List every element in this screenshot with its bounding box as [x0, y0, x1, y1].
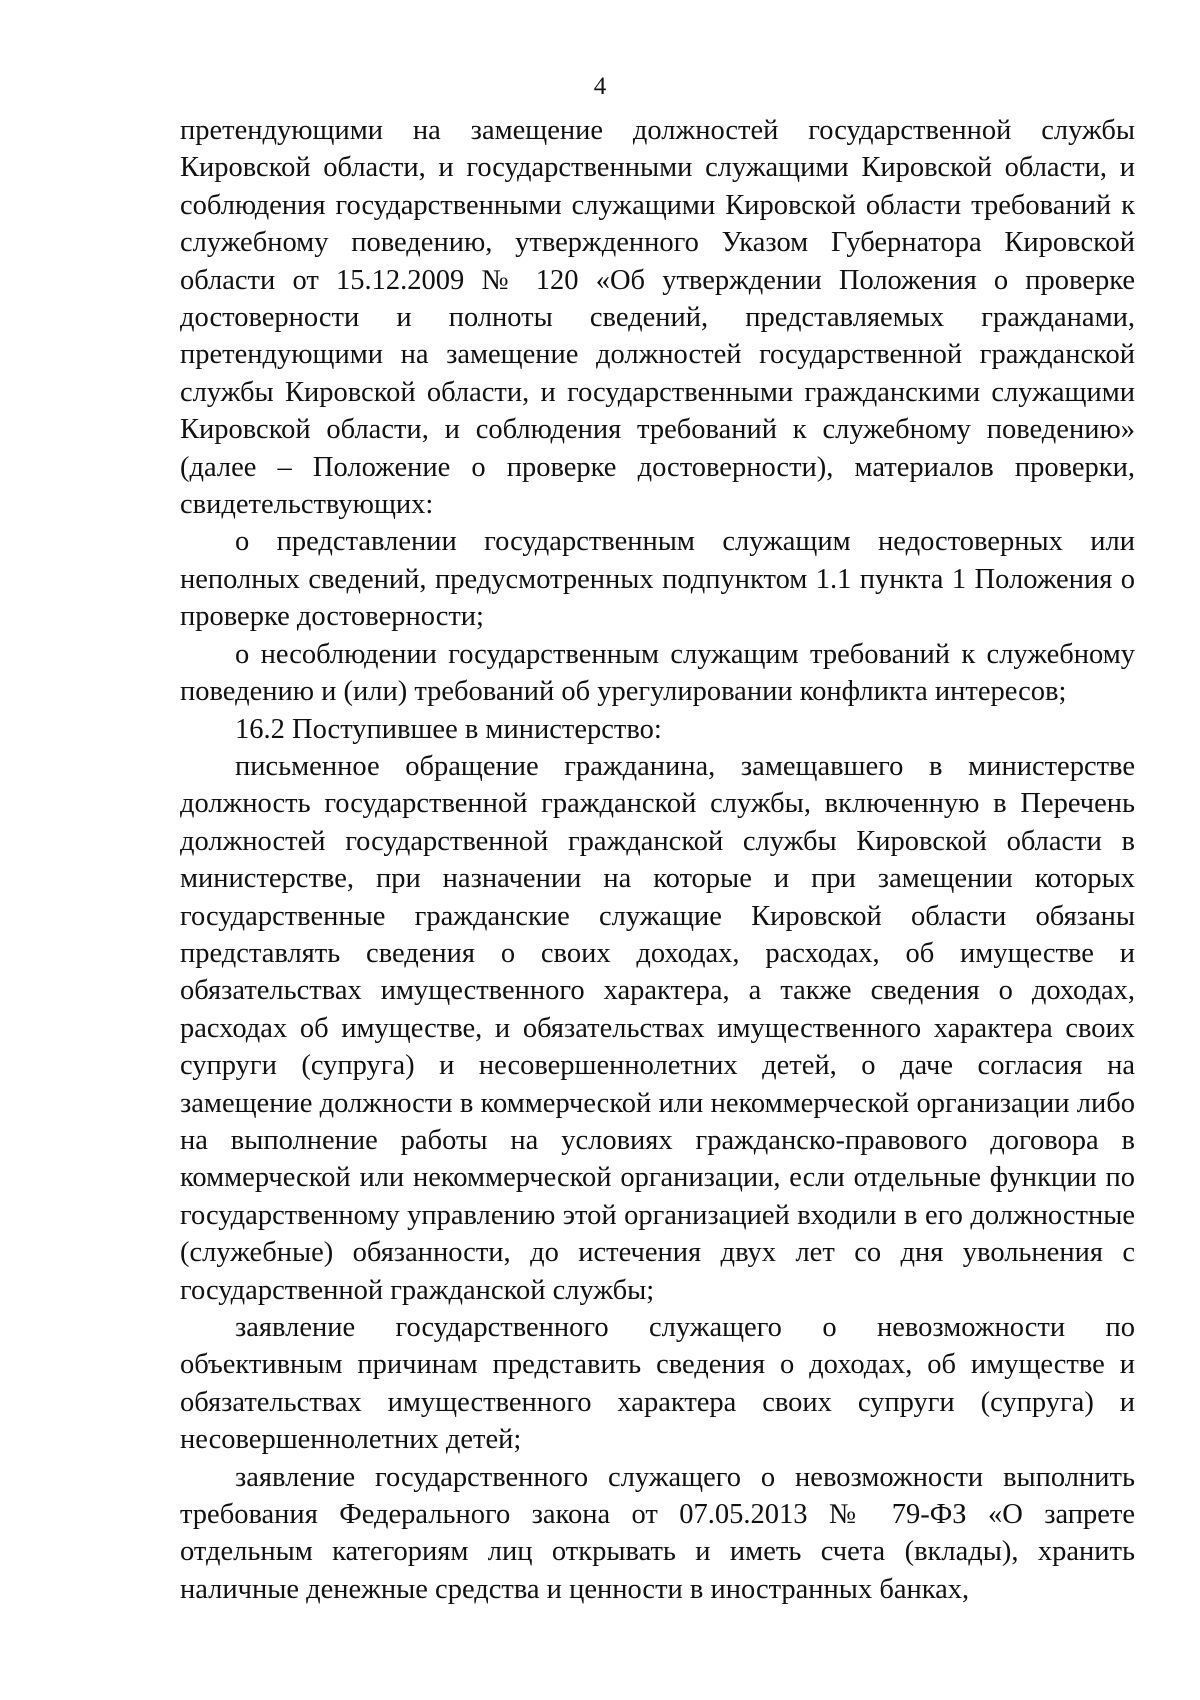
paragraph-non-compliance: о несоблюдении государственным служащим требований к служебному поведению и (или) требований об урегулировании конфликта интересов; [180, 638, 1135, 708]
paragraph-false-info: о представлении государственным служащим недостоверных или неполных сведений, предусмотренных подпунктом 1.1 пункта 1 Положения о проверке достоверности; [180, 526, 1135, 633]
paragraph-statement-spouse-info: заявление государственного служащего о невозможности по объективным причинам представить сведения о доходах, об имуществе и обязательствах имущественного характера своих супруги (супруга) и несовершеннолетних детей; [180, 1312, 1135, 1456]
paragraph-item-16-2: 16.2 Поступившее в министерство: [235, 713, 662, 745]
paragraph-written-appeal: письменное обращение гражданина, замещавшего в министерстве должность государственной гражданской службы, включенную в Перечень должностей государственной гражданской службы Кировской области в министерстве, при назначении на которые и при замещении которых государственные гражданские служащие Кировской области обязаны представлять сведения о своих доходах, расходах, об имуществе и обязательствах имущественного характера, а также сведения о доходах, расходах об имуществе, и обязательствах имущественного характера своих супруги (супруга) и несовершеннолетних детей, о даче согласия на замещение должности в коммерческой или некоммерческой организации либо на выполнение работы на условиях гражданско-правового договора в коммерческой или некоммерческой организации, если отдельные функции по государственному управлению этой организацией входили в его должностные (служебные) обязанности, до истечения двух лет со дня увольнения с государственной гражданской службы; [180, 750, 1135, 1306]
paragraph-continuation: претендующими на замещение должностей государственной службы Кировской области, и государственными служащими Кировской области, и соблюдения государственными служащими Кировской области требований к служебному поведению, утвержденного Указом Губернатора Кировской области от 15.12.2009 № 120 «Об утверждении Положения о проверке достоверности и полноты сведений, представляемых гражданами, претендующими на замещение должностей государственной гражданской службы Кировской области, и государственными гражданскими служащими Кировской области, и соблюдения требований к служебному поведению» (далее – Положение о проверке достоверности), материалов проверки, свидетельствующих: [180, 115, 1135, 521]
page-number: 4 [593, 73, 607, 100]
document-body [180, 112, 1135, 1608]
paragraph-statement-federal-law: заявление государственного служащего о невозможности выполнить требования Федерального закона от 07.05.2013 № 79-ФЗ «О запрете отдельным категориям лиц открывать и иметь счета (вклады), хранить наличные денежные средства и ценности в иностранных банках, [180, 1461, 1135, 1605]
